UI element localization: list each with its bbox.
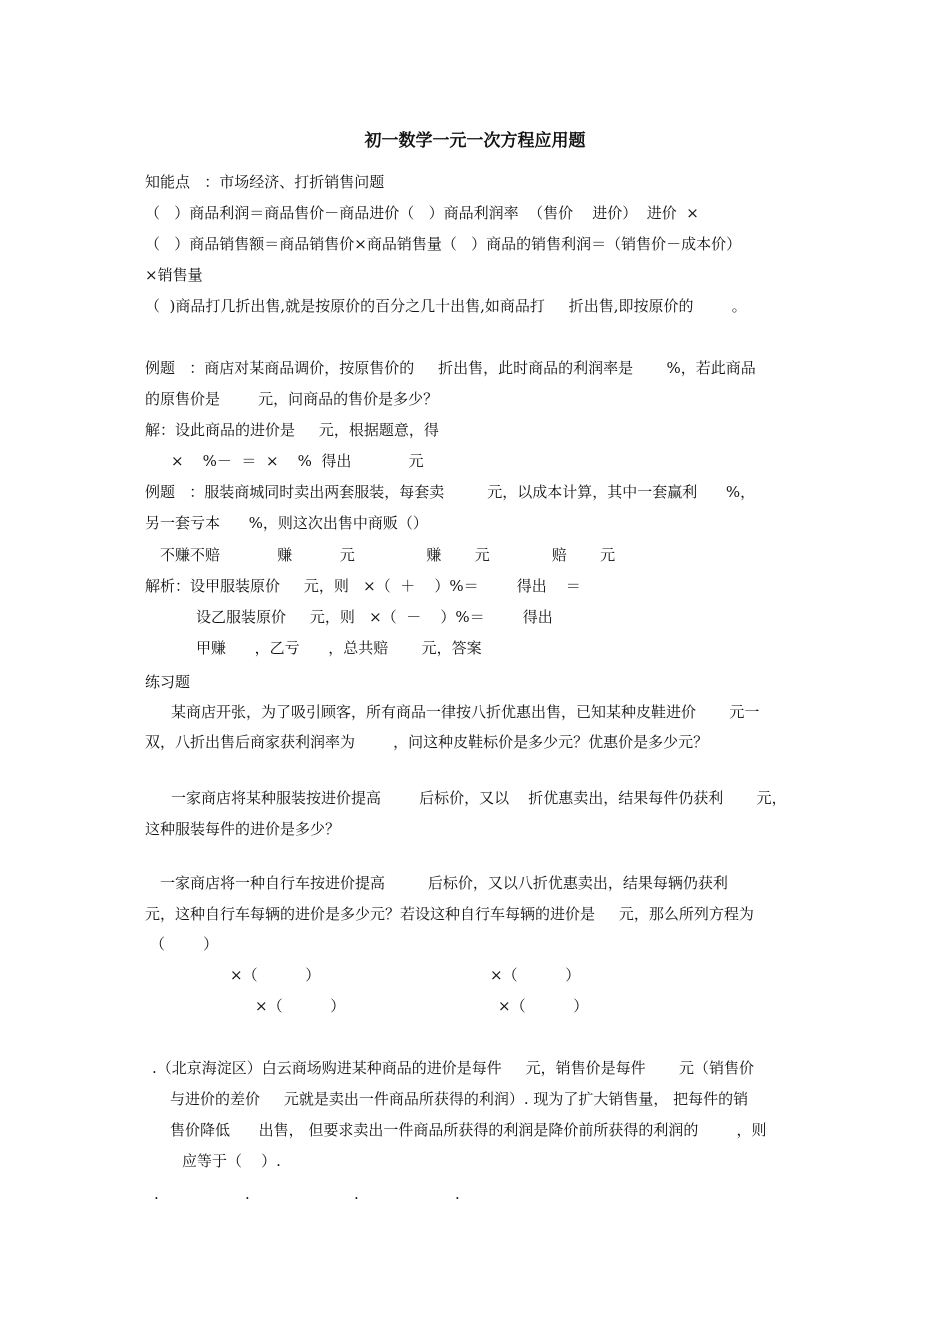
practice-q2-line-2: 这种服装每件的进价是多少？ <box>145 820 341 838</box>
practice-q4-option-b: . <box>245 1185 250 1203</box>
practice-q3-option-b: ×（ ） <box>490 966 581 984</box>
practice-q3-line-2: 元，这种自行车每辆的进价是多少元？若设这种自行车每辆的进价是 元，那么所列方程为 <box>145 905 754 923</box>
example-1-solution: 解：设此商品的进价是 元，根据题意，得 <box>145 421 439 439</box>
practice-q4-line-4: 应等于（ ）. <box>182 1152 281 1170</box>
practice-q4-line-2: 与进价的差价 元就是卖出一件商品所获得的利润）. 现为了扩大销售量， 把每件的销 <box>170 1090 749 1108</box>
practice-q1-line-1: 某商店开张，为了吸引顾客，所有商品一律按八折优惠出售，已知某种皮鞋进价 元一 <box>171 703 760 721</box>
practice-q3-option-d: ×（ ） <box>498 997 589 1015</box>
practice-q2-line-1: 一家商店将某种服装按进价提高 后标价，又以 折优惠卖出，结果每件仍获利 元， <box>171 789 787 807</box>
knowledge-heading: 知能点 ：市场经济、打折销售问题 <box>145 173 385 191</box>
practice-q4-option-d: . <box>455 1185 460 1203</box>
page-title: 初一数学一元一次方程应用题 <box>364 131 586 151</box>
example-2-analysis-3: 甲赚 ，乙亏 ，总共赔 元，答案 <box>196 639 482 657</box>
practice-heading: 练习题 <box>145 673 191 691</box>
practice-q3-option-a: ×（ ） <box>230 966 321 984</box>
practice-q4-line-3: 售价降低 出售， 但要求卖出一件商品所获得的利润是降价前所获得的利润的 ，则 <box>170 1121 767 1139</box>
example-2-analysis-2: 设乙服装原价 元，则 ×（ － ）%＝ 得出 <box>196 608 553 626</box>
knowledge-line-1: （ ）商品利润＝商品售价－商品进价（ ）商品利润率 （售价 进价） 进价 × <box>145 204 699 222</box>
practice-q3-line-1: 一家商店将一种自行车按进价提高 后标价，又以八折优惠卖出，结果每辆仍获利 <box>160 874 728 892</box>
knowledge-line-3: ×销售量 <box>145 266 203 284</box>
practice-q4-line-1: .（北京海淀区）白云商场购进某种商品的进价是每件 元，销售价是每件 元（销售价 <box>152 1059 754 1077</box>
example-1-line-2: 的原售价是 元，问商品的售价是多少？ <box>145 390 439 408</box>
example-1-equation: × %－ ＝ × % 得出 元 <box>171 452 424 470</box>
example-2-line-1: 例题 ：服装商城同时卖出两套服装，每套卖 元，以成本计算，其中一套赢利 %， <box>145 483 756 501</box>
practice-q4-option-c: . <box>354 1185 359 1203</box>
practice-q3-answer-blank: （ ） <box>150 935 219 953</box>
practice-q1-line-2: 双，八折出售后商家获利润率为 ，问这种皮鞋标价是多少元？优惠价是多少元？ <box>145 733 709 751</box>
example-2-options: 不赚不赔 赚 元 赚 元 赔 元 <box>160 546 616 564</box>
knowledge-line-4: （ )商品打几折出售,就是按原价的百分之几十出售,如商品打 折出售,即按原价的 。 <box>145 297 747 315</box>
knowledge-line-2: （ ）商品销售额＝商品销售价×商品销售量（ ）商品的销售利润＝（销售价－成本价） <box>145 235 742 253</box>
example-2-line-2: 另一套亏本 %，则这次出售中商贩（） <box>145 514 428 532</box>
practice-q3-option-c: ×（ ） <box>255 997 346 1015</box>
practice-q4-option-a: . <box>154 1185 159 1203</box>
example-2-analysis-1: 解析：设甲服装原价 元，则 ×（ ＋ ）%＝ 得出 ＝ <box>145 577 581 595</box>
example-1-line-1: 例题 ：商店对某商品调价，按原售价的 折出售，此时商品的利润率是 %，若此商品 <box>145 359 756 377</box>
